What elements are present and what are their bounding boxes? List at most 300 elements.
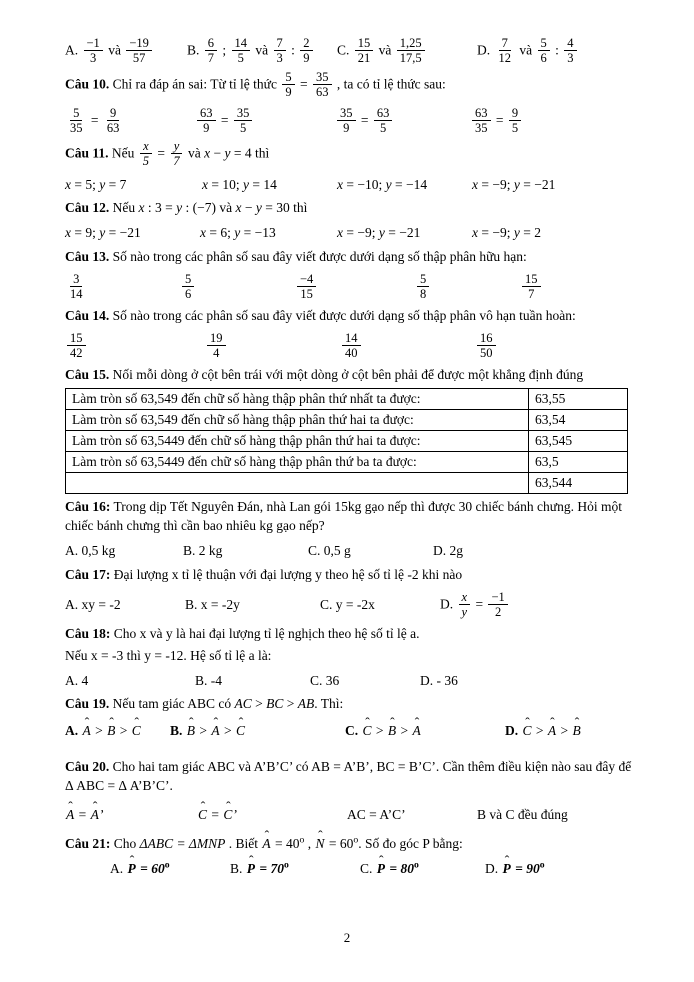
option (440, 591, 510, 620)
angle-symbol: ˆ C (223, 806, 232, 824)
denominator: 6 (185, 286, 192, 301)
bold-italic-text: = 80 (386, 861, 414, 877)
numerator: 6 (205, 36, 217, 51)
text: Số nào trong các phân số sau đây viết được dưới dạng số thập phân hữu hạn: (109, 248, 527, 264)
fraction (538, 36, 550, 65)
option (337, 176, 472, 194)
option (65, 37, 187, 66)
angle-symbol: ˆ B (573, 722, 581, 740)
fraction (564, 36, 576, 65)
text: A. xy = -2 (65, 597, 121, 613)
option (520, 273, 543, 302)
q14-options-row (65, 329, 634, 361)
italic-text: y (176, 200, 183, 216)
denominator: 63 (106, 121, 120, 135)
bold-italic-text: = 90 (511, 861, 540, 877)
text: ’ (233, 806, 238, 822)
text: và (516, 42, 536, 58)
denominator: 2 (494, 604, 502, 619)
q17-options-row (65, 588, 634, 620)
numerator: 2 (300, 36, 312, 51)
text: > (91, 723, 107, 739)
numerator: y (171, 139, 183, 154)
text: D. - 36 (420, 673, 458, 689)
option (470, 107, 523, 136)
italic-text: x (235, 200, 242, 216)
fraction (488, 590, 507, 619)
numerator: 63 (197, 106, 216, 121)
italic-text: AC (234, 696, 252, 712)
text: A. 0,5 kg (65, 543, 116, 559)
fraction (313, 70, 332, 99)
denominator: 17,5 (399, 51, 422, 65)
text: C. 36 (310, 673, 340, 689)
fraction (355, 36, 374, 65)
option (110, 860, 230, 878)
text: B. (230, 861, 246, 877)
denominator: 9 (343, 121, 350, 135)
option (433, 542, 463, 560)
denominator: 15 (300, 286, 313, 301)
option (340, 332, 475, 361)
option (65, 332, 205, 361)
text: B. -4 (195, 673, 222, 689)
numerator: 14 (342, 331, 361, 346)
option (65, 273, 180, 302)
bold-text: Câu 19. (65, 696, 110, 712)
italic-text: x (138, 200, 145, 216)
fraction (67, 272, 86, 301)
fraction (232, 36, 251, 65)
text: = (75, 806, 90, 822)
superscript: o (353, 834, 359, 846)
option (347, 806, 477, 824)
fraction (297, 272, 316, 301)
q18-options-row (65, 669, 634, 690)
angle-symbol: ˆ C (236, 722, 245, 740)
angle-symbol: ˆ A (91, 806, 99, 824)
numerator: 63 (374, 106, 393, 121)
option (230, 860, 360, 878)
superscript: o (539, 859, 545, 871)
text: = 6; (206, 225, 235, 241)
text: > (220, 723, 236, 739)
table-cell-value: 63,545 (529, 431, 628, 452)
numerator: 7 (274, 36, 286, 51)
italic-text: y (513, 177, 520, 192)
denominator: 6 (540, 51, 547, 65)
denominator: 7 (207, 51, 215, 65)
numerator: −1 (84, 36, 103, 51)
angle-symbol: ˆ C (363, 722, 372, 740)
bold-italic-text: = 70 (256, 861, 284, 877)
text: ’ (99, 806, 105, 822)
text: : 3 = (144, 200, 177, 216)
document-content (65, 34, 634, 879)
text: = −21 (519, 177, 556, 192)
option (335, 107, 470, 136)
fraction (342, 331, 361, 360)
bold-text: Câu 13. (65, 248, 110, 264)
italic-text: y (99, 225, 106, 241)
text: = 7 (105, 177, 127, 192)
text: = 14 (249, 177, 277, 192)
text: = (154, 145, 169, 161)
text: và (252, 42, 272, 58)
text: = 60 (325, 836, 354, 852)
bold-text: A. (65, 723, 82, 739)
q15-text (65, 365, 634, 384)
text: . Biết (225, 836, 262, 852)
denominator: 50 (480, 345, 493, 360)
option (65, 176, 202, 194)
fraction (509, 106, 521, 135)
numerator: 1,25 (397, 36, 425, 51)
numerator: 5 (538, 36, 550, 51)
text: − (210, 145, 225, 161)
italic-text: y (513, 225, 520, 241)
text: = (217, 112, 232, 128)
text: = 9; (71, 225, 100, 241)
text: = (492, 112, 507, 128)
option (475, 332, 498, 361)
angle-symbol: ˆ A (262, 834, 270, 853)
table-row (66, 452, 628, 473)
fraction (397, 36, 425, 65)
q11-text (65, 140, 634, 169)
bold-text: Câu 12. (65, 200, 110, 216)
option (65, 542, 183, 560)
option (308, 542, 433, 560)
numerator: 35 (234, 106, 253, 121)
denominator: 9 (285, 85, 292, 99)
bold-text: Câu 10. (65, 76, 110, 92)
bold-text: Câu 15. (65, 366, 110, 382)
text: , (304, 836, 315, 852)
denominator: y (461, 604, 468, 619)
bold-text: Câu 21: (65, 836, 111, 852)
option (65, 107, 195, 136)
q13-options-row (65, 270, 634, 302)
text: > (372, 723, 387, 739)
numerator: 5 (282, 70, 294, 85)
numerator: 16 (477, 331, 496, 346)
text: C. y = -2x (320, 597, 375, 613)
angle-symbol: ˆ P (128, 860, 136, 878)
numerator: 9 (107, 106, 119, 121)
option (505, 722, 582, 740)
italic-text: AB (297, 696, 315, 712)
text: Nếu tam giác ABC có (109, 696, 235, 712)
italic-text: y (378, 225, 385, 241)
q14-text (65, 306, 634, 325)
angle-symbol: ˆ A (548, 722, 556, 740)
fraction (205, 36, 217, 65)
angle-symbol: ˆ P (503, 860, 511, 878)
text: = (208, 806, 223, 822)
italic-text: x (202, 177, 208, 192)
table-cell-statement: Làm tròn số 63,549 đến chữ số hàng thập phân thứ nhất ta được: (66, 389, 529, 410)
q16-text (65, 497, 634, 535)
table-row (66, 473, 628, 494)
denominator: 8 (420, 286, 427, 301)
fraction (522, 272, 541, 301)
italic-text: x (337, 225, 343, 241)
option (65, 722, 170, 740)
italic-text: y (385, 177, 392, 192)
table-cell-statement: Làm tròn số 63,549 đến chữ số hàng thập phân thứ hai ta được: (66, 410, 529, 431)
text: > (283, 696, 298, 712)
option (337, 224, 472, 242)
bold-text: Câu 16: (65, 499, 111, 515)
option (197, 806, 347, 824)
option (202, 176, 337, 194)
angle-symbol: ˆ B (388, 722, 396, 740)
option (65, 224, 200, 242)
numerator: x (140, 139, 152, 154)
angle-symbol: ˆ P (377, 860, 385, 878)
text: C. (337, 42, 353, 58)
text: = −9; (343, 225, 379, 241)
text: B. x = -2y (185, 597, 240, 613)
numerator: 63 (472, 106, 491, 121)
fraction (207, 331, 226, 360)
option (170, 722, 345, 740)
fraction (477, 331, 496, 360)
bold-italic-text: = 60 (136, 861, 165, 877)
fraction (282, 70, 294, 99)
text: B. 2 kg (183, 543, 223, 559)
q18-text-2 (65, 646, 634, 665)
denominator: 21 (357, 51, 371, 65)
italic-text: x (204, 145, 211, 161)
table-cell-value: 63,54 (529, 410, 628, 431)
q20-options-row (65, 803, 634, 824)
angle-symbol: ˆ C (198, 806, 207, 824)
numerator: x (459, 590, 471, 605)
table-cell-value: 63,544 (529, 473, 628, 494)
text: : (287, 42, 299, 58)
numerator: −1 (488, 590, 507, 605)
italic-text: y (99, 177, 106, 192)
table-cell-statement: Làm tròn số 63,5449 đến chữ số hàng thập phân thứ hai ta được: (66, 431, 529, 452)
fraction (182, 272, 194, 301)
text: = 40 (271, 836, 300, 852)
fraction (197, 106, 216, 135)
italic-text: x (472, 177, 478, 192)
text: : (−7) và (182, 200, 236, 216)
fraction (140, 139, 152, 168)
fraction (104, 106, 123, 135)
q21-options-row (65, 857, 634, 878)
numerator: 4 (564, 36, 576, 51)
numerator: 35 (337, 106, 356, 121)
table-row (66, 431, 628, 452)
table-row (66, 389, 628, 410)
fraction (417, 272, 429, 301)
italic-text: x (472, 225, 478, 241)
fraction (170, 139, 182, 168)
text: > (532, 723, 547, 739)
denominator: 3 (567, 51, 574, 65)
numerator: 5 (182, 272, 194, 287)
text: A. 4 (65, 673, 89, 689)
text: Trong dịp Tết Nguyên Đán, nhà Lan gói 15kg gạo nếp thì được 30 chiếc bánh chưng. Hỏi một chiếc bánh chưng thì cần bao nhiêu kg gạo nếp? (65, 499, 622, 534)
italic-text: y (234, 225, 241, 241)
denominator: 9 (303, 51, 310, 65)
numerator: 3 (70, 272, 82, 287)
text: Số nào trong các phân số sau đây viết được dưới dạng số thập phân vô hạn tuần hoàn: (109, 307, 576, 323)
italic-text: x (337, 177, 343, 192)
denominator: 7 (528, 286, 535, 301)
text: C. 0,5 g (308, 543, 351, 559)
italic-text: ΔABC = ΔMNP (139, 836, 226, 852)
option (310, 672, 420, 690)
option (205, 332, 340, 361)
superscript: o (283, 859, 289, 871)
denominator: 63 (316, 85, 329, 99)
text: = (357, 112, 372, 128)
denominator: 5 (142, 154, 150, 168)
table-cell-value: 63,55 (529, 389, 628, 410)
text: = −9; (478, 177, 514, 192)
text: AC = A’C’ (347, 806, 406, 822)
text: D. (477, 42, 494, 58)
bold-text: Câu 17: (65, 566, 111, 582)
angle-symbol: ˆ N (315, 834, 324, 853)
q12-options-row (65, 221, 634, 242)
angle-symbol: ˆ P (247, 860, 255, 878)
denominator: 5 (240, 121, 247, 135)
option (485, 860, 545, 878)
text: = −13 (240, 225, 276, 241)
bold-text: C. (345, 723, 362, 739)
italic-text: y (224, 145, 231, 161)
fraction (274, 36, 286, 65)
fraction (337, 106, 356, 135)
angle-symbol: ˆ A (83, 722, 91, 740)
fraction (472, 106, 491, 135)
italic-text: x (65, 225, 71, 241)
bold-text: B. (170, 723, 186, 739)
denominator: 5 (511, 121, 519, 135)
fraction (459, 590, 471, 619)
bold-text: Câu 14. (65, 307, 110, 323)
superscript: o (413, 859, 419, 871)
table-row (66, 410, 628, 431)
q15-matching-table (65, 388, 628, 494)
text: ; (219, 42, 230, 58)
text: B. (187, 42, 203, 58)
fraction (234, 106, 253, 135)
numerator: 5 (70, 106, 82, 121)
bold-text: D. (505, 723, 522, 739)
text: A. (65, 42, 82, 58)
denominator: 14 (70, 286, 83, 301)
numerator: 15 (355, 36, 374, 51)
numerator: 7 (499, 36, 511, 51)
text: = −10; (343, 177, 386, 192)
angle-symbol: ˆ C (132, 722, 141, 740)
option (415, 273, 520, 302)
denominator: 35 (70, 121, 83, 135)
fraction (374, 106, 393, 135)
option (337, 37, 477, 66)
angle-symbol: ˆ A (211, 722, 219, 740)
text: Nối mỗi dòng ở cột bên trái với một dòng ở cột bên phải để được một khẳng định đúng (109, 366, 584, 382)
text: = −9; (478, 225, 514, 241)
angle-symbol: ˆ A (413, 722, 421, 740)
table-cell-statement (66, 473, 529, 494)
option (200, 224, 337, 242)
text: B và C đều đúng (477, 806, 568, 822)
bold-text: Câu 11. (65, 145, 109, 161)
option (472, 224, 541, 242)
text: = −21 (384, 225, 421, 241)
text: : (551, 42, 563, 58)
q18-text (65, 624, 634, 643)
text: Đại lượng x tỉ lệ thuận với đại lượng y theo hệ số tỉ lệ -2 khi nào (110, 566, 463, 582)
denominator: 4 (213, 345, 220, 360)
option (320, 596, 440, 614)
option (183, 542, 308, 560)
fraction (84, 36, 103, 65)
text: = 4 thì (230, 145, 270, 161)
q19-text (65, 694, 634, 713)
text: > (196, 723, 211, 739)
text: = 30 thì (261, 200, 308, 216)
denominator: 12 (498, 51, 511, 65)
q19-options-row (65, 719, 634, 740)
option (195, 107, 335, 136)
angle-symbol: ˆ B (107, 722, 115, 740)
text: và (104, 42, 125, 58)
text: > (116, 723, 131, 739)
q11-options-row (65, 173, 634, 194)
text: = 10; (208, 177, 243, 192)
option (295, 273, 415, 302)
denominator: 3 (276, 51, 283, 65)
q17-text (65, 565, 634, 584)
text: C. (360, 861, 376, 877)
option (477, 806, 568, 824)
text: = (87, 112, 102, 128)
numerator: −4 (297, 272, 316, 287)
q10-options-row (65, 104, 634, 136)
text: Cho hai tam giác ABC và A’B’C’ có AB = A’B’, BC = B’C’. Cần thêm điều kiện nào sau đây để Δ ABC = Δ A’B’C’. (65, 758, 632, 793)
page-number: 2 (343, 930, 351, 945)
fraction (67, 331, 86, 360)
italic-text: x (65, 177, 71, 192)
text: . Thì: (314, 696, 344, 712)
numerator: 14 (232, 36, 251, 51)
numerator: 15 (522, 272, 541, 287)
denominator: 42 (70, 345, 83, 360)
table-cell-statement: Làm tròn số 63,5449 đến chữ số hàng thập phân thứ ba ta được: (66, 452, 529, 473)
fraction (300, 36, 312, 65)
option (187, 37, 337, 66)
fraction (496, 36, 515, 65)
option (472, 176, 555, 194)
q16-options-row (65, 539, 634, 560)
text: = (472, 596, 487, 612)
text: và (184, 145, 205, 161)
bold-text: Câu 20. (65, 758, 110, 774)
numerator: 35 (313, 70, 332, 85)
q13-text (65, 247, 634, 266)
angle-symbol: ˆ B (187, 722, 195, 740)
text: A. (110, 861, 127, 877)
